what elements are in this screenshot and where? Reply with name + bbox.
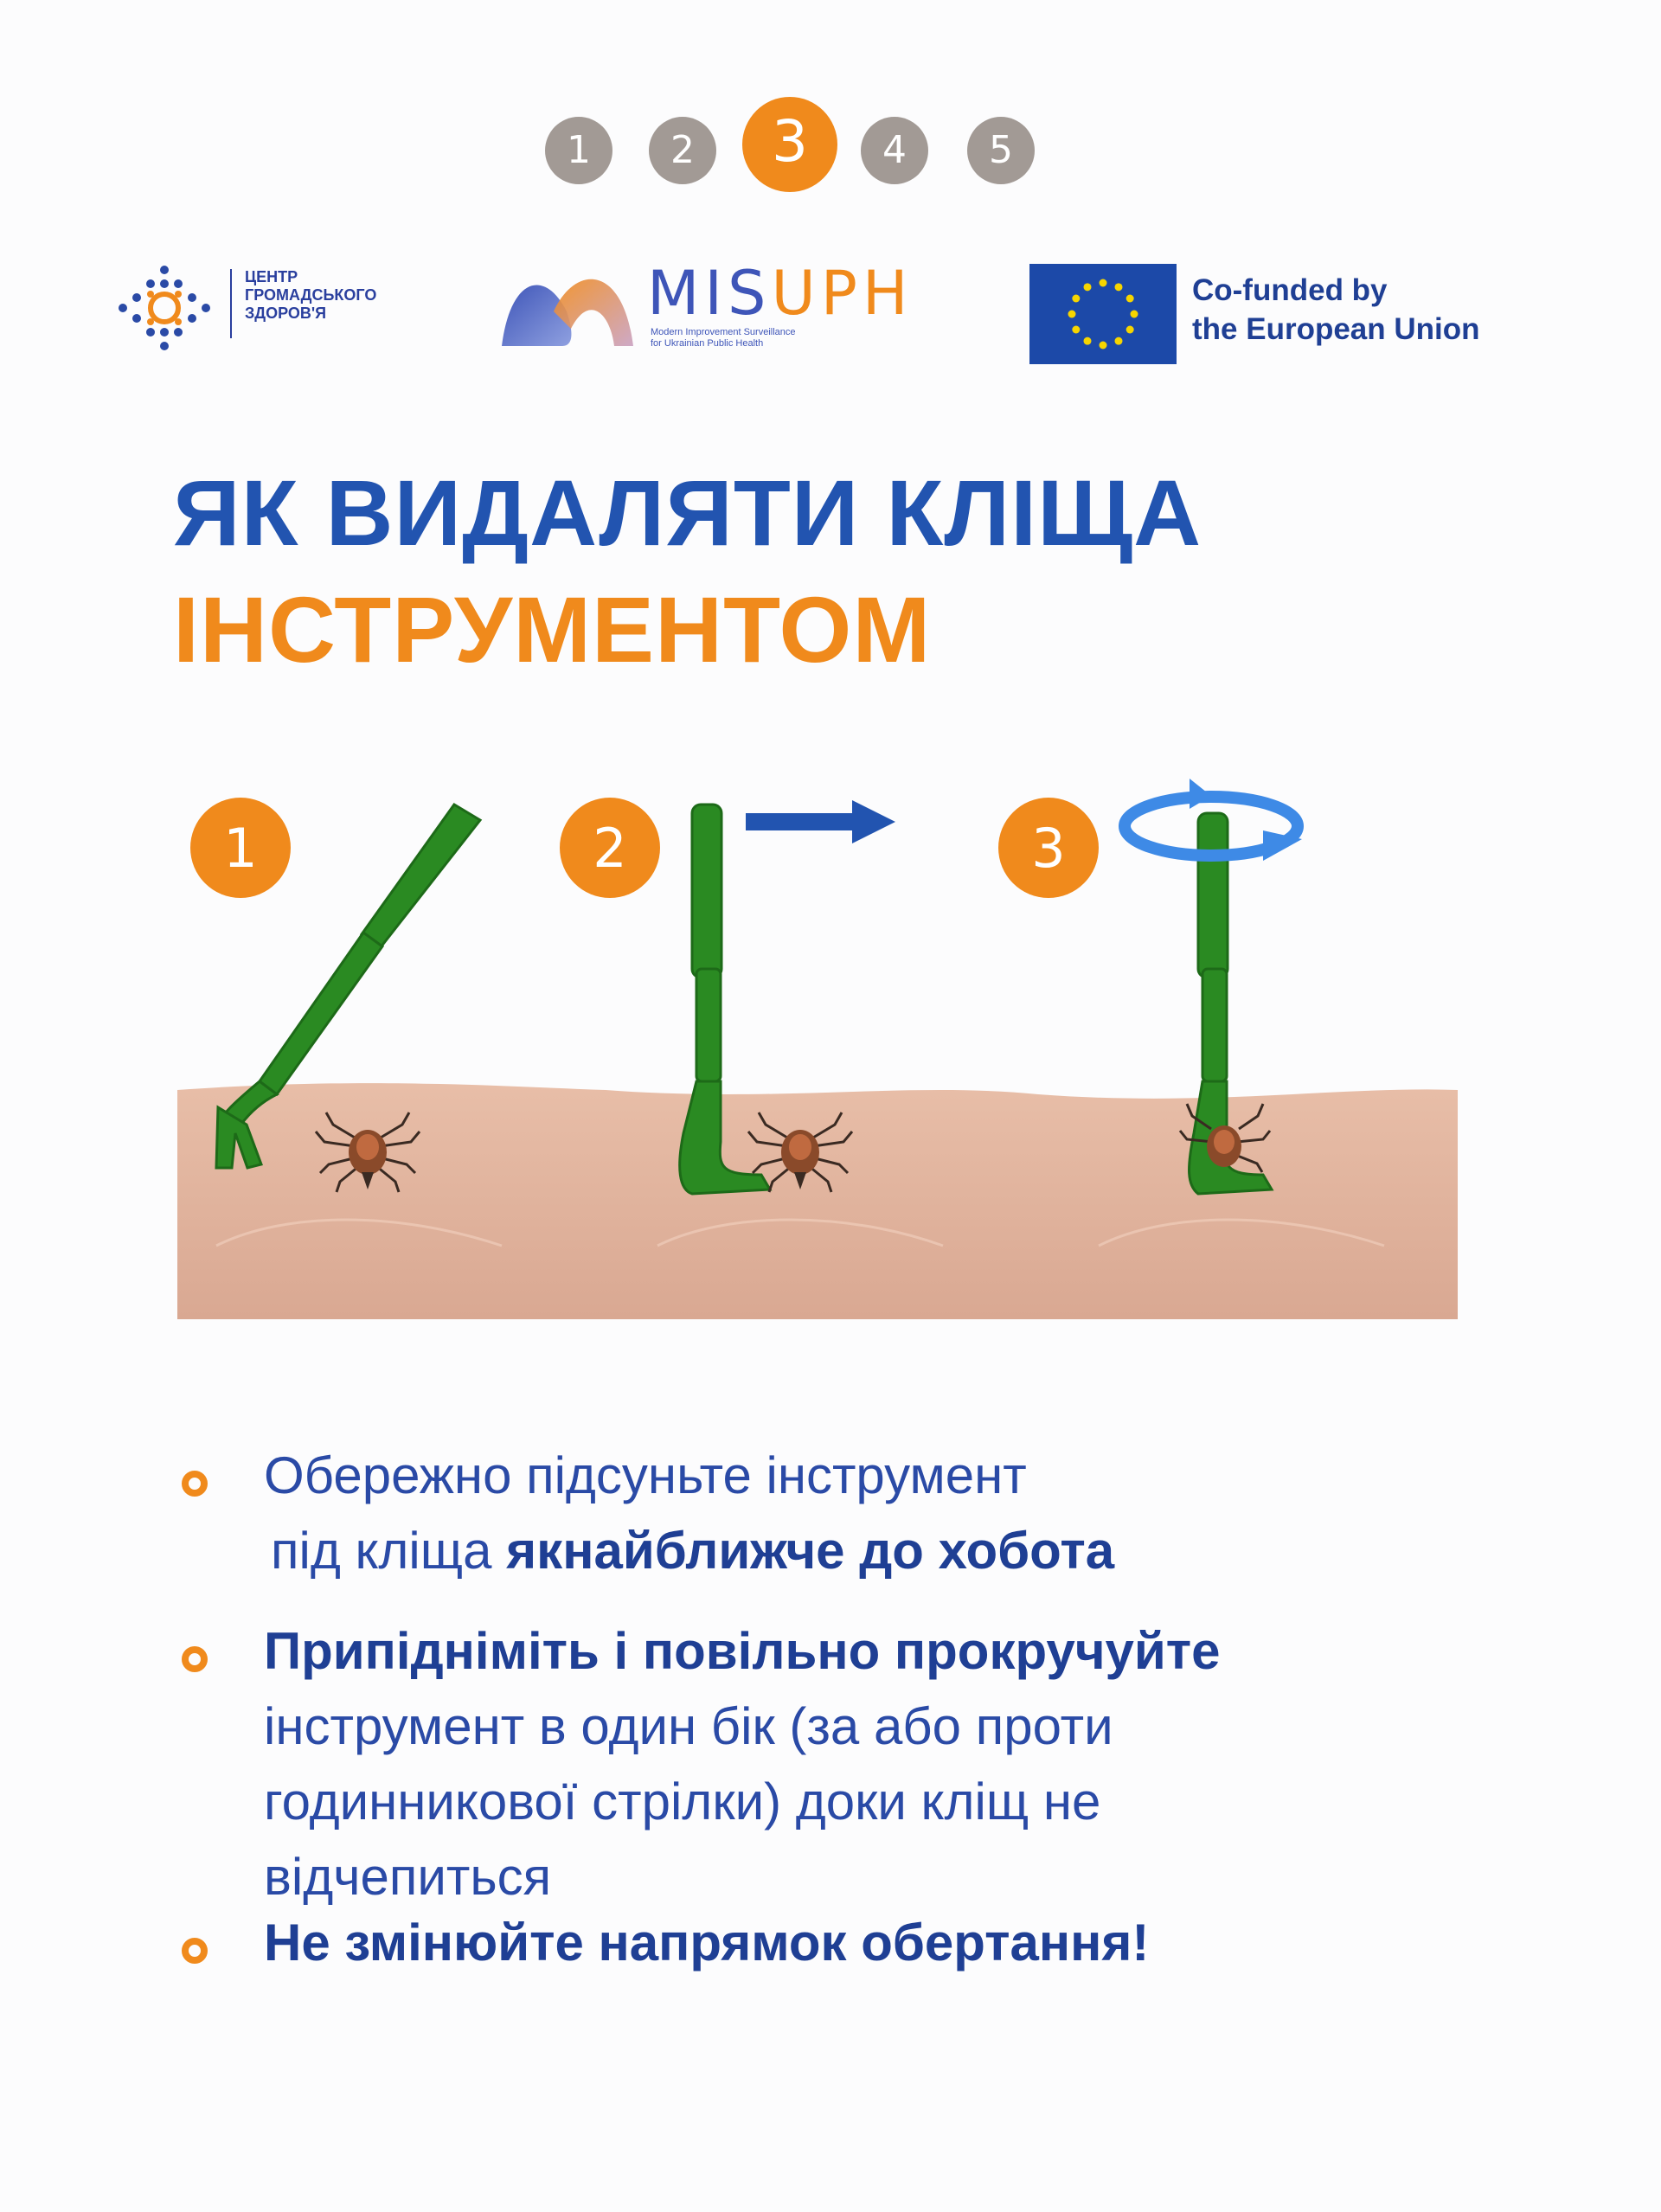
instruction-1: Обережно підсуньте інструмент під кліща якнайближче до хобота bbox=[264, 1446, 1115, 1580]
eu-star bbox=[1072, 295, 1080, 303]
step-badge-1 bbox=[190, 798, 291, 898]
bullet-1-icon bbox=[182, 1471, 208, 1497]
eu-star bbox=[1126, 326, 1134, 334]
misuph-logo-icon bbox=[493, 260, 645, 355]
step-dot-2: 2 bbox=[649, 117, 716, 184]
step-pager bbox=[545, 102, 1047, 197]
misuph-title: MISUPH bbox=[647, 258, 914, 329]
eu-flag-icon bbox=[1029, 264, 1177, 364]
bullet-3-icon bbox=[182, 1938, 208, 1964]
tick-removal-illustration bbox=[0, 761, 1661, 1350]
step-dot-5: 5 bbox=[967, 117, 1035, 184]
eu-star bbox=[1115, 337, 1123, 345]
eu-star bbox=[1100, 342, 1107, 349]
instruction-3: Не змінюйте напрямок обертання! bbox=[264, 1914, 1150, 1972]
eu-cofunded-text: Co-funded by the European Union bbox=[1192, 273, 1480, 346]
step-dot-1: 1 bbox=[545, 117, 612, 184]
bullet-2-icon bbox=[182, 1646, 208, 1672]
misuph-subtitle: Modern Improvement Surveillance for Ukrainian Public Health bbox=[651, 327, 796, 349]
eu-star bbox=[1115, 283, 1123, 291]
eu-star bbox=[1100, 279, 1107, 287]
page-title-line1: ЯК ВИДАЛЯТИ КЛІЩА bbox=[173, 460, 1202, 565]
eu-star bbox=[1126, 295, 1134, 303]
step-badge-2 bbox=[560, 798, 660, 898]
instruction-2: Припідніміть і повільно прокручуйте інструмент в один бік (за або проти годинникової стрілки) доки кліщ не відчепиться bbox=[264, 1622, 1221, 1906]
phc-logo-icon bbox=[104, 260, 225, 355]
eu-star bbox=[1072, 326, 1080, 334]
phc-logo-text: ЦЕНТР ГРОМАДСЬКОГО ЗДОРОВ'Я bbox=[245, 268, 377, 322]
step-badge-2-num: 2 bbox=[593, 817, 627, 880]
eu-star bbox=[1084, 283, 1092, 291]
move-right-arrow-icon bbox=[746, 800, 895, 843]
phc-divider bbox=[230, 269, 232, 338]
eu-star bbox=[1068, 311, 1076, 318]
step-dot-4: 4 bbox=[861, 117, 928, 184]
step-badge-1-num: 1 bbox=[223, 817, 258, 880]
step-badge-3-num: 3 bbox=[1031, 817, 1066, 880]
eu-star bbox=[1131, 311, 1138, 318]
page-title-line2: ІНСТРУМЕНТОМ bbox=[173, 577, 932, 682]
skin-layer bbox=[177, 1083, 1458, 1319]
eu-star bbox=[1084, 337, 1092, 345]
step-dot-3-active: 3 bbox=[742, 97, 837, 192]
step-badge-3 bbox=[998, 798, 1099, 898]
